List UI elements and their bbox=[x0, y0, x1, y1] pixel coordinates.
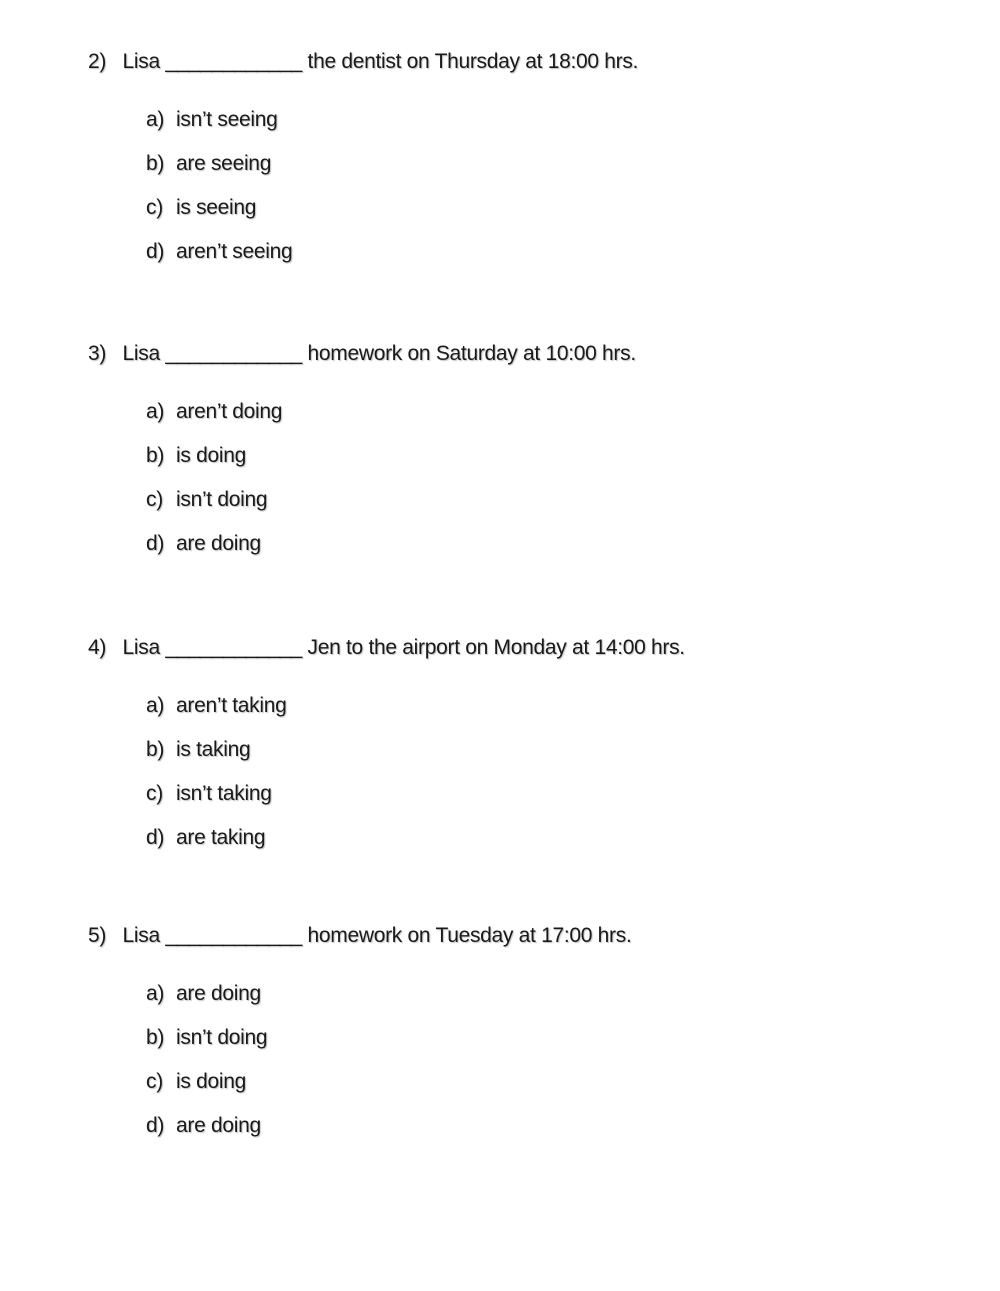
option-c[interactable] bbox=[146, 486, 968, 530]
option-b[interactable] bbox=[146, 150, 968, 194]
question-subject: Lisa bbox=[122, 342, 160, 365]
option-text: are doing bbox=[176, 532, 261, 555]
answer-blank: ____________ bbox=[165, 342, 302, 365]
question-subject: Lisa bbox=[122, 50, 160, 73]
option-letter: a) bbox=[146, 108, 165, 131]
option-list bbox=[146, 398, 968, 574]
option-text: is doing bbox=[176, 1070, 246, 1093]
option-text: isn’t seeing bbox=[176, 108, 278, 131]
question-prompt bbox=[88, 922, 968, 950]
question-2 bbox=[88, 48, 968, 282]
question-number: 3) bbox=[88, 342, 107, 365]
question-prompt bbox=[88, 48, 968, 76]
option-letter: b) bbox=[146, 444, 165, 467]
option-a[interactable] bbox=[146, 980, 968, 1024]
answer-blank: ____________ bbox=[165, 636, 302, 659]
option-letter: a) bbox=[146, 982, 165, 1005]
question-3 bbox=[88, 340, 968, 574]
answer-blank: ____________ bbox=[165, 50, 302, 73]
question-text: the dentist on Thursday at 18:00 hrs. bbox=[307, 50, 639, 73]
question-subject: Lisa bbox=[122, 924, 160, 947]
question-number: 5) bbox=[88, 924, 107, 947]
question-text: homework on Saturday at 10:00 hrs. bbox=[307, 342, 636, 365]
option-b[interactable] bbox=[146, 736, 968, 780]
option-c[interactable] bbox=[146, 780, 968, 824]
option-letter: d) bbox=[146, 1114, 165, 1137]
option-list bbox=[146, 692, 968, 868]
option-a[interactable] bbox=[146, 398, 968, 442]
option-d[interactable] bbox=[146, 530, 968, 574]
question-4 bbox=[88, 634, 968, 868]
option-text: are seeing bbox=[176, 152, 272, 175]
option-d[interactable] bbox=[146, 824, 968, 868]
option-letter: d) bbox=[146, 532, 165, 555]
option-letter: b) bbox=[146, 1026, 165, 1049]
option-text: isn’t doing bbox=[176, 1026, 268, 1049]
option-d[interactable] bbox=[146, 1112, 968, 1156]
option-text: aren’t seeing bbox=[176, 240, 293, 263]
question-number: 4) bbox=[88, 636, 107, 659]
option-text: aren’t doing bbox=[176, 400, 283, 423]
option-letter: d) bbox=[146, 826, 165, 849]
option-a[interactable] bbox=[146, 106, 968, 150]
question-number: 2) bbox=[88, 50, 107, 73]
option-d[interactable] bbox=[146, 238, 968, 282]
option-letter: c) bbox=[146, 196, 163, 219]
question-subject: Lisa bbox=[122, 636, 160, 659]
question-prompt bbox=[88, 340, 968, 368]
option-letter: d) bbox=[146, 240, 165, 263]
option-text: are doing bbox=[176, 982, 261, 1005]
option-text: is doing bbox=[176, 444, 246, 467]
option-letter: c) bbox=[146, 488, 163, 511]
option-text: isn’t taking bbox=[176, 782, 272, 805]
option-text: are doing bbox=[176, 1114, 261, 1137]
option-letter: b) bbox=[146, 738, 165, 761]
option-letter: c) bbox=[146, 1070, 163, 1093]
option-c[interactable] bbox=[146, 194, 968, 238]
option-b[interactable] bbox=[146, 442, 968, 486]
option-b[interactable] bbox=[146, 1024, 968, 1068]
option-a[interactable] bbox=[146, 692, 968, 736]
option-list bbox=[146, 980, 968, 1156]
option-letter: a) bbox=[146, 694, 165, 717]
option-letter: c) bbox=[146, 782, 163, 805]
option-text: isn’t doing bbox=[176, 488, 268, 511]
question-5 bbox=[88, 922, 968, 1156]
option-text: aren’t taking bbox=[176, 694, 287, 717]
option-text: is taking bbox=[176, 738, 251, 761]
question-text: homework on Tuesday at 17:00 hrs. bbox=[307, 924, 632, 947]
option-letter: a) bbox=[146, 400, 165, 423]
option-letter: b) bbox=[146, 152, 165, 175]
option-text: are taking bbox=[176, 826, 266, 849]
answer-blank: ____________ bbox=[165, 924, 302, 947]
option-list bbox=[146, 106, 968, 282]
question-prompt bbox=[88, 634, 968, 662]
option-text: is seeing bbox=[176, 196, 257, 219]
option-c[interactable] bbox=[146, 1068, 968, 1112]
question-text: Jen to the airport on Monday at 14:00 hrs. bbox=[307, 636, 685, 659]
